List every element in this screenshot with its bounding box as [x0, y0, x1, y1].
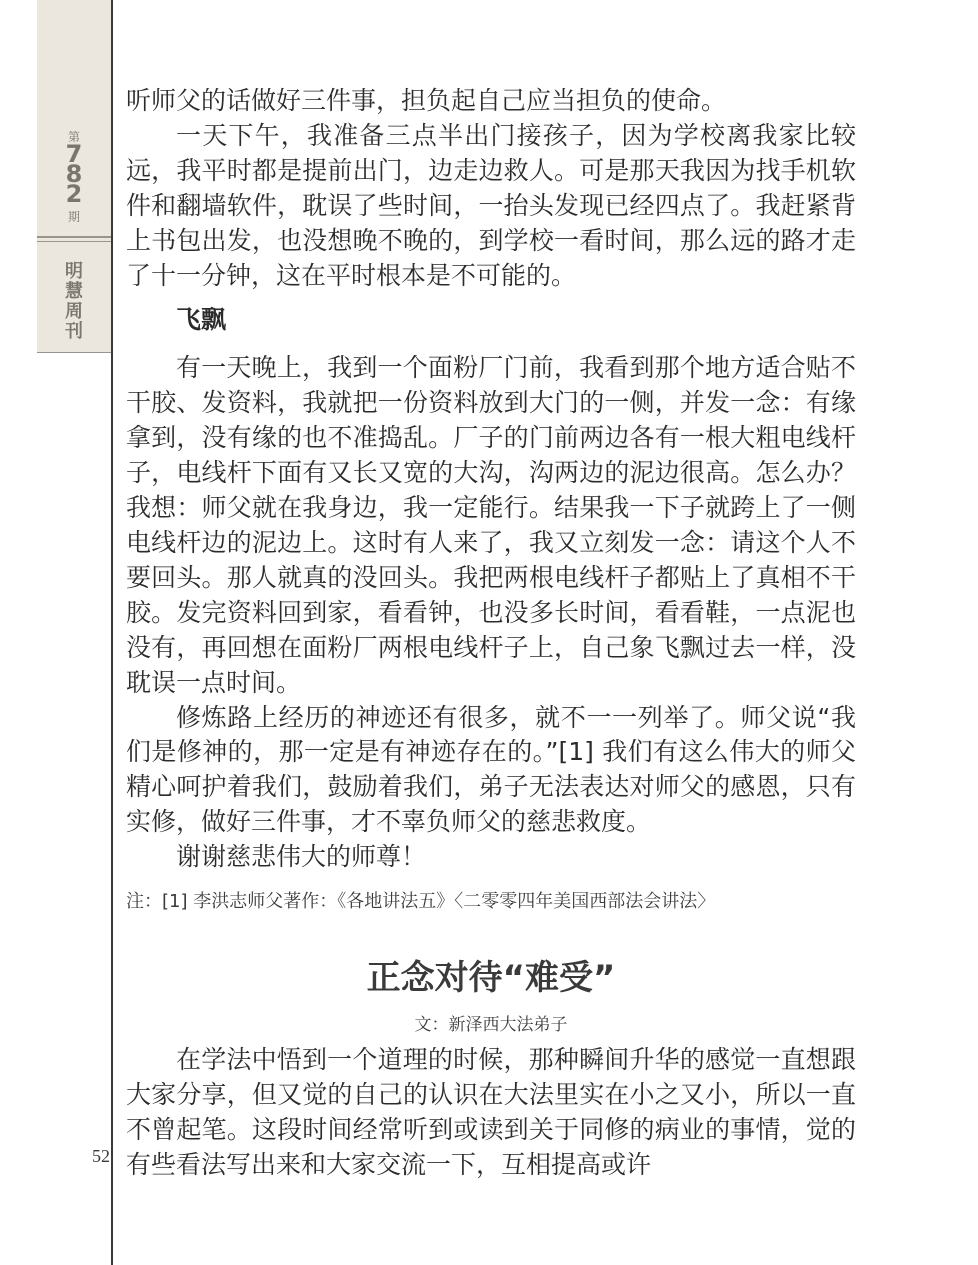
footnote: 注：[1] 李洪志师父著作：《各地讲法五》〈二零零四年美国西部法会讲法〉 [126, 891, 716, 913]
paragraph: 谢谢慈悲伟大的师尊！ [176, 842, 427, 872]
tab-divider [37, 241, 111, 242]
paragraph: 在学法中悟到一个道理的时候，那种瞬间升华的感觉一直想跟大家分享，但又觉的自己的认识在大法里实在小之又小，所以一直不曾起笔。这段时间经常听到或读到关于同修的病业的事情，觉的有些看法写出来和大家交流一下，互相提高或许 [126, 1045, 856, 1179]
paragraph: 听师父的话做好三件事，担负起自己应当担负的使命。 [126, 86, 727, 115]
issue-prefix: 第 [67, 130, 80, 144]
page-number: 52 [92, 1146, 110, 1166]
issue-suffix: 期 [67, 210, 80, 224]
margin-rule [111, 0, 113, 1265]
magazine-name: 明 慧 周 刊 [65, 261, 83, 342]
page-content [126, 84, 856, 1183]
article-title: 正念对待“难受” [366, 958, 616, 999]
paragraph: 修炼路上经历的神迹还有很多，就不一一列举了。师父说“我们是修神的，那一定是有神迹存在的。”[1] 我们有这么伟大的师父精心呵护着我们，鼓励着我们，弟子无法表达对师父的感恩，只有实修，做好三件事，才不辜负师父的慈悲救度。 [126, 702, 856, 837]
paragraph: 有一天晚上，我到一个面粉厂门前，我看到那个地方适合贴不干胶、发资料，我就把一份资料放到大门的一侧，并发一念：有缘拿到，没有缘的也不准捣乱。厂子的门前两边各有一根大粗电线杆子，电线杆下面有又长又宽的大沟，沟两边的泥边很高。怎么办？我想：师父就在我身边，我一定能行。结果我一下子就跨上了一侧电线杆边的泥边上。这时有人来了，我又立刻发一念：请这个人不要回头。那人就真的没回头。我把两根电线杆子都贴上了真相不干胶。发完资料回到家，看看钟，也没多长时间，看看鞋，一点泥也没有，再回想在面粉厂两根电线杆子上，自己象飞飘过去一样，没耽误一点时间。 [126, 353, 856, 697]
paragraph: 一天下午，我准备三点半出门接孩子，因为学校离我家比较远，我平时都是提前出门，边走边救人。可是那天我因为找手机软件和翻墙软件，耽误了些时间，一抬头发现已经四点了。我赶紧背上书包出发，也没想晚不晚的，到学校一看时间，那么远的路才走了十一分钟，这在平时根本是不可能的。 [126, 120, 856, 290]
issue-number: 7 8 2 [65, 140, 83, 208]
tab-divider [37, 352, 111, 353]
section-subheading: 飞飘 [176, 305, 227, 335]
article-byline: 文：新泽西大法弟子 [414, 1015, 568, 1036]
tab-divider [37, 236, 111, 238]
